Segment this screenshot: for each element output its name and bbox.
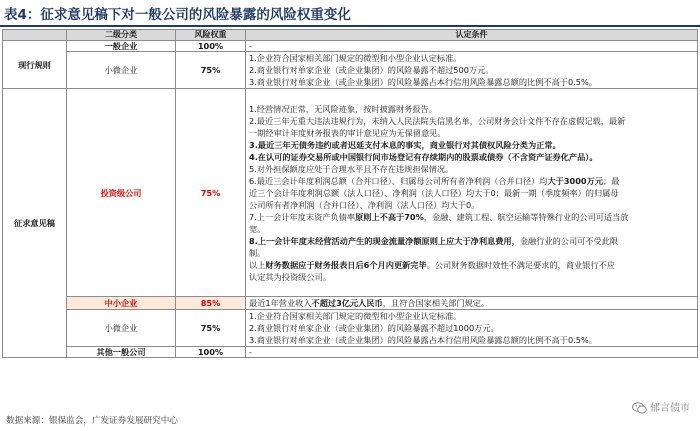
group-current-rules: 现行规则 [3,41,67,89]
weight-cell: 75% [176,310,246,347]
header-weight: 风险权重 [176,30,246,41]
group-draft: 征求意见稿 [3,89,67,358]
condition-line: 2.最近三年无重大违法违规行为，未纳入人民法院失信黑名单，公司财务会计文件不存在虚假记载，最新 [249,115,626,126]
weight-cell: 100% [176,41,246,52]
table-title: 表4：征求意见稿下对一般公司的风险暴露的风险权重变化 [4,7,351,23]
category-cell: 一般企业 [67,41,176,52]
condition-cell [246,52,698,89]
condition-cell [246,89,698,297]
category-cell-highlight: 中小企业 [67,297,176,310]
table-header-row [3,30,698,41]
condition-line: 3.商业银行对单家企业（或企业集团）的风险暴露占本行信用风险暴露总额的比例不高于0.5%。 [249,77,597,87]
weight-cell: 100% [176,347,246,358]
source-note: 数据来源：银保监会，广发证券发展研究中心 [6,416,178,426]
condition-text: 以上 [249,259,266,270]
table-row [3,41,698,52]
condition-line [249,297,694,309]
condition-text-bold: 8.上一会计年度末经营活动产生的现金流量净额原则上应大于净利息费用， [249,235,520,246]
condition-line [249,175,694,187]
table-row [3,89,698,297]
title-bar [0,0,700,26]
watermark-text: 郁言债市 [650,403,690,414]
category-cell-highlight: 投资级公司 [67,89,176,297]
category-cell: 其他一般公司 [67,347,176,358]
condition-cell: - [246,41,698,52]
category-cell: 小微企业 [67,310,176,347]
condition-line: 1.企业符合国家相关部门规定的微型和小型企业认定标准。 [249,53,462,63]
condition-line [249,211,694,223]
condition-line: 2.商业银行对单家企业（或企业集团）的风险暴露不超过500万元。 [249,65,494,75]
table-row [3,347,698,358]
category-cell: 小微企业 [67,52,176,89]
condition-line: 宽。 [249,223,266,234]
watermark [632,399,690,414]
header-col1 [3,30,67,41]
weight-cell-highlight: 75% [176,89,246,297]
condition-text: 最近1年营业收入 [249,298,312,308]
condition-text-bold: 大于3000万元 [547,175,604,186]
condition-line: 制。 [249,247,266,258]
header-category: 二级分类 [67,30,176,41]
risk-weight-table [2,29,698,358]
condition-text-bold: 财务数据应于财务报表日后6个月内更新完毕 [265,259,427,270]
condition-line: 一期经审计年度财务报表的审计意见应为无保留意见。 [249,127,446,138]
weight-cell: 75% [176,52,246,89]
condition-text: ，金融、建筑工程、航空运输等特殊行业的公司可适当放 [423,211,629,222]
condition-cell: - [246,347,698,358]
condition-line: 1.企业符合国家相关部门规定的微型和小型企业认定标准。 [249,311,462,321]
condition-text: ；最 [603,175,620,186]
condition-line: 3.最近三年无债务违约或者迟延支付本息的事实，商业银行对其债权风险分类为正常。 [249,139,561,150]
condition-cell [246,297,698,310]
condition-line: 4.在认可的证券交易所或中国银行间市场登记有存续期内的股票或债券（不含资产证券化产品）。 [249,151,598,162]
wechat-icon [632,402,647,414]
condition-line: 公司所有者净利润（合并口径）、净利润（法人口径）均大于0。 [249,199,480,210]
condition-line [249,259,694,271]
condition-line: 3.商业银行对单家企业（或企业集团）的风险暴露占本行信用风险暴露总额的比例不高于0.5%。 [249,335,597,345]
condition-line [249,235,694,247]
table-row [3,297,698,310]
condition-text: 。公司财务数据时效性不满足要求的，商业银行不应 [426,259,615,270]
condition-text: ，且符合国家相关部门规定。 [382,298,490,308]
condition-line: 认定其为投资级公司。 [249,271,331,282]
condition-text: 6.最近三会计年度利润总额（合并口径）、归属母公司所有者净利润（合并口径）均 [249,175,548,186]
condition-text-bold: 原则上不高于70% [355,211,424,222]
table-row [3,310,698,347]
condition-line: 1.经营情况正常，无风险迹象，按时披露财务报告。 [249,103,437,114]
condition-text-bold: 不超过3亿元人民币 [311,298,383,308]
title-underline [0,25,700,27]
condition-line: 2.商业银行对单家企业（或企业集团）的风险暴露不超过1000万元。 [249,323,499,333]
header-conditions: 认定条件 [246,30,698,41]
condition-line: 近三个会计年度利润总额（法人口径）、净利润（法人口径）均大于0；最新一期（季度频率）的归属母 [249,187,619,198]
weight-cell-highlight: 85% [176,297,246,310]
table-row [3,52,698,89]
condition-text: 7.上一会计年度末资产负债率 [249,211,356,222]
condition-cell [246,310,698,347]
condition-text: 金融行业的公司可不受此限 [519,235,619,246]
condition-line: 5.对外担保额度应处于合理水平且不存在违规担保情况。 [249,163,454,174]
